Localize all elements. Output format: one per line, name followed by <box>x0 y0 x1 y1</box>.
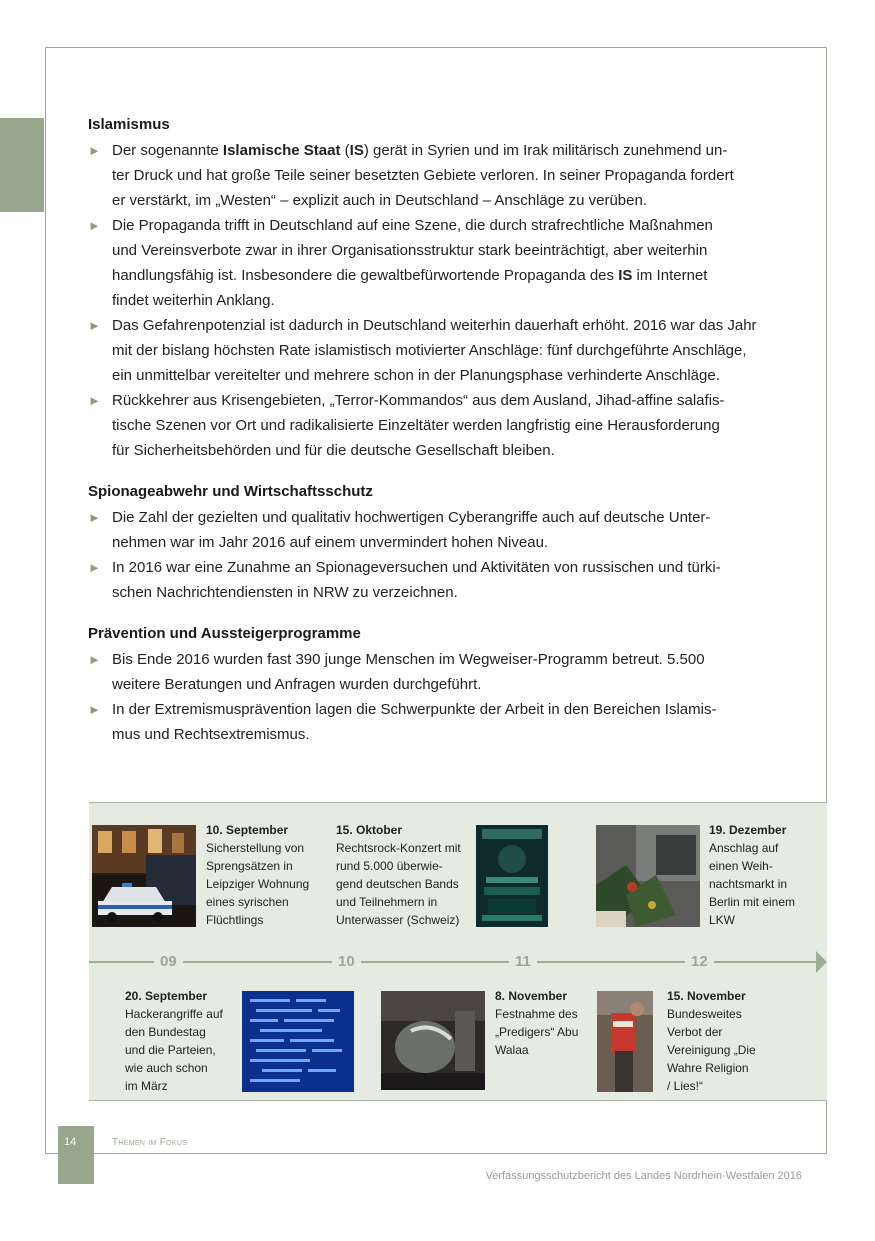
photo-arrest <box>381 991 485 1090</box>
bullet-arrow-icon: ► <box>88 560 101 575</box>
event-line: im März <box>125 1079 168 1093</box>
event-line: Berlin mit einem <box>709 895 796 909</box>
timeline-event <box>709 821 795 929</box>
timeline-event <box>667 987 756 1095</box>
event-date: 15. Oktober <box>336 823 403 837</box>
event-line: Hackerangriffe auf <box>125 1007 223 1021</box>
event-line: eines syrischen <box>206 895 289 909</box>
bullet-text: Rückkehrer aus Krisengebieten, „Terror-Kommandos“ aus dem Ausland, Jihad-affine salafis- tische Szenen vor Ort und radikalisierte Einzeltäter werden langfristig eine Herausforderung für Sicherheitsbehörden und für die deutsche Gesellschaft bleiben. <box>112 392 725 459</box>
timeline-arrow-icon <box>816 951 827 973</box>
bullet-arrow-icon: ► <box>88 652 101 667</box>
section-islamismus <box>88 113 808 463</box>
photo-concert-poster <box>476 825 548 927</box>
timeline-month: 11 <box>509 951 537 973</box>
bullet-item <box>88 505 808 555</box>
event-line: wie auch schon <box>125 1061 208 1075</box>
running-head: Themen im Fokus <box>112 1137 188 1148</box>
event-line: Vereinigung „Die <box>667 1043 756 1057</box>
bullet-item <box>88 313 808 388</box>
event-line: Verbot der <box>667 1025 723 1039</box>
event-line: LKW <box>709 913 736 927</box>
event-date: 20. September <box>125 989 208 1003</box>
bullet-text: Bis Ende 2016 wurden fast 390 junge Menschen im Wegweiser-Programm betreut. 5.500 weitere Beratungen und Anfragen wurden durchgeführt. <box>112 651 705 693</box>
event-line: Festnahme des <box>495 1007 578 1021</box>
event-line: gend deutschen Bands <box>336 877 459 891</box>
bullet-arrow-icon: ► <box>88 393 101 408</box>
emphasis-text: IS <box>618 267 633 284</box>
event-date: 15. November <box>667 989 746 1003</box>
timeline-event <box>495 987 578 1059</box>
footer-tab <box>58 1126 94 1184</box>
event-line: „Predigers“ Abu <box>495 1025 579 1039</box>
section-heading: Islamismus <box>88 116 170 133</box>
photo-christmas-market <box>596 825 700 927</box>
event-date: 19. Dezember <box>709 823 787 837</box>
photo-police-car <box>92 825 196 927</box>
bullet-arrow-icon: ► <box>88 218 101 233</box>
event-line: und Teilnehmern in <box>336 895 438 909</box>
timeline <box>89 802 827 1101</box>
section-heading: Prävention und Aussteigerprogramme <box>88 625 361 642</box>
event-line: Unterwasser (Schweiz) <box>336 913 460 927</box>
event-date: 8. November <box>495 989 568 1003</box>
bullet-text: In 2016 war eine Zunahme an Spionageversuchen und Aktivitäten von russischen und türki- schen Nachrichtendiensten in NRW zu verzeichnen. <box>112 559 721 601</box>
side-tab <box>0 118 44 212</box>
event-line: Wahre Religion <box>667 1061 749 1075</box>
event-line: nachtsmarkt in <box>709 877 788 891</box>
event-line: Bundesweites <box>667 1007 742 1021</box>
event-line: Sprengsätzen in <box>206 859 293 873</box>
emphasis-text: IS <box>349 142 364 159</box>
main-content <box>88 113 808 764</box>
event-line: rund 5.000 überwie- <box>336 859 443 873</box>
bullet-text: Die Zahl der gezielten und qualitativ hochwertigen Cyberangriffe auch auf deutsche Unter- nehmen war im Jahr 2016 auf einem unvermindert hohen Niveau. <box>112 509 711 551</box>
bullet-text: Der sogenannte Islamische Staat (IS) gerät in Syrien und im Irak militärisch zunehmend un- ter Druck und hat große Teile seiner besetzten Gebiete verloren. In seiner Propaganda fordert er verstärkt, im „Westen“ – explizit auch in Deutschland – Anschläge zu verüben. <box>112 142 734 209</box>
bullet-list <box>88 647 808 747</box>
bullet-list <box>88 138 808 463</box>
timeline-event <box>125 987 223 1095</box>
bullet-arrow-icon: ► <box>88 702 101 717</box>
event-line: / Lies!“ <box>667 1079 704 1093</box>
section-heading: Spionageabwehr und Wirtschaftsschutz <box>88 483 373 500</box>
timeline-month: 09 <box>154 951 183 973</box>
timeline-event <box>336 821 461 929</box>
event-line: Sicherstellung von <box>206 841 305 855</box>
bullet-item <box>88 388 808 463</box>
event-line: Flüchtlings <box>206 913 264 927</box>
photo-code-screen <box>242 991 354 1092</box>
event-line: einen Weih- <box>709 859 773 873</box>
event-line: Walaa <box>495 1043 529 1057</box>
event-line: den Bundestag <box>125 1025 206 1039</box>
page-number: 14 <box>64 1136 77 1148</box>
emphasis-text: Islamische Staat <box>222 142 341 159</box>
bullet-text: Das Gefahrenpotenzial ist dadurch in Deutschland weiterhin dauerhaft erhöht. 2016 war das Jahr mit der bislang höchsten Rate islamistisch motivierter Anschläge: fünf durchgeführte Anschläge, ein unmittelbar vereitelter und mehrere schon in der Planungsphase verhinderte Anschläge. <box>112 317 757 384</box>
timeline-event <box>206 821 309 929</box>
bullet-item <box>88 555 808 605</box>
timeline-month: 10 <box>332 951 361 973</box>
bullet-item <box>88 647 808 697</box>
timeline-month: 12 <box>685 951 714 973</box>
event-line: Leipziger Wohnung <box>206 877 310 891</box>
publication-title: Verfassungsschutzbericht des Landes Nordrhein-Westfalen 2016 <box>485 1170 802 1182</box>
section-spionageabwehr <box>88 480 808 605</box>
bullet-list <box>88 505 808 605</box>
event-date: 10. September <box>206 823 289 837</box>
photo-lies-campaign <box>597 991 653 1092</box>
bullet-text: In der Extremismusprävention lagen die Schwerpunkte der Arbeit in den Bereichen Islamis- mus und Rechtsextremismus. <box>112 701 717 743</box>
section-praevention <box>88 622 808 747</box>
bullet-arrow-icon: ► <box>88 318 101 333</box>
bullet-item <box>88 138 808 213</box>
bullet-arrow-icon: ► <box>88 143 101 158</box>
event-line: Rechtsrock-Konzert mit <box>336 841 461 855</box>
bullet-item <box>88 697 808 747</box>
event-line: Anschlag auf <box>709 841 779 855</box>
bullet-text: Die Propaganda trifft in Deutschland auf eine Szene, die durch strafrechtliche Maßnahmen und Vereinsverbote zwar in ihrer Organisationsstruktur stark beeinträchtigt, aber weiterhin handlungsfähig ist. Insbesondere die gewaltbefürwortende Propaganda des IS im Internet findet weiterhin Anklang. <box>112 217 713 309</box>
bullet-arrow-icon: ► <box>88 510 101 525</box>
event-line: und die Parteien, <box>125 1043 216 1057</box>
bullet-item <box>88 213 808 313</box>
